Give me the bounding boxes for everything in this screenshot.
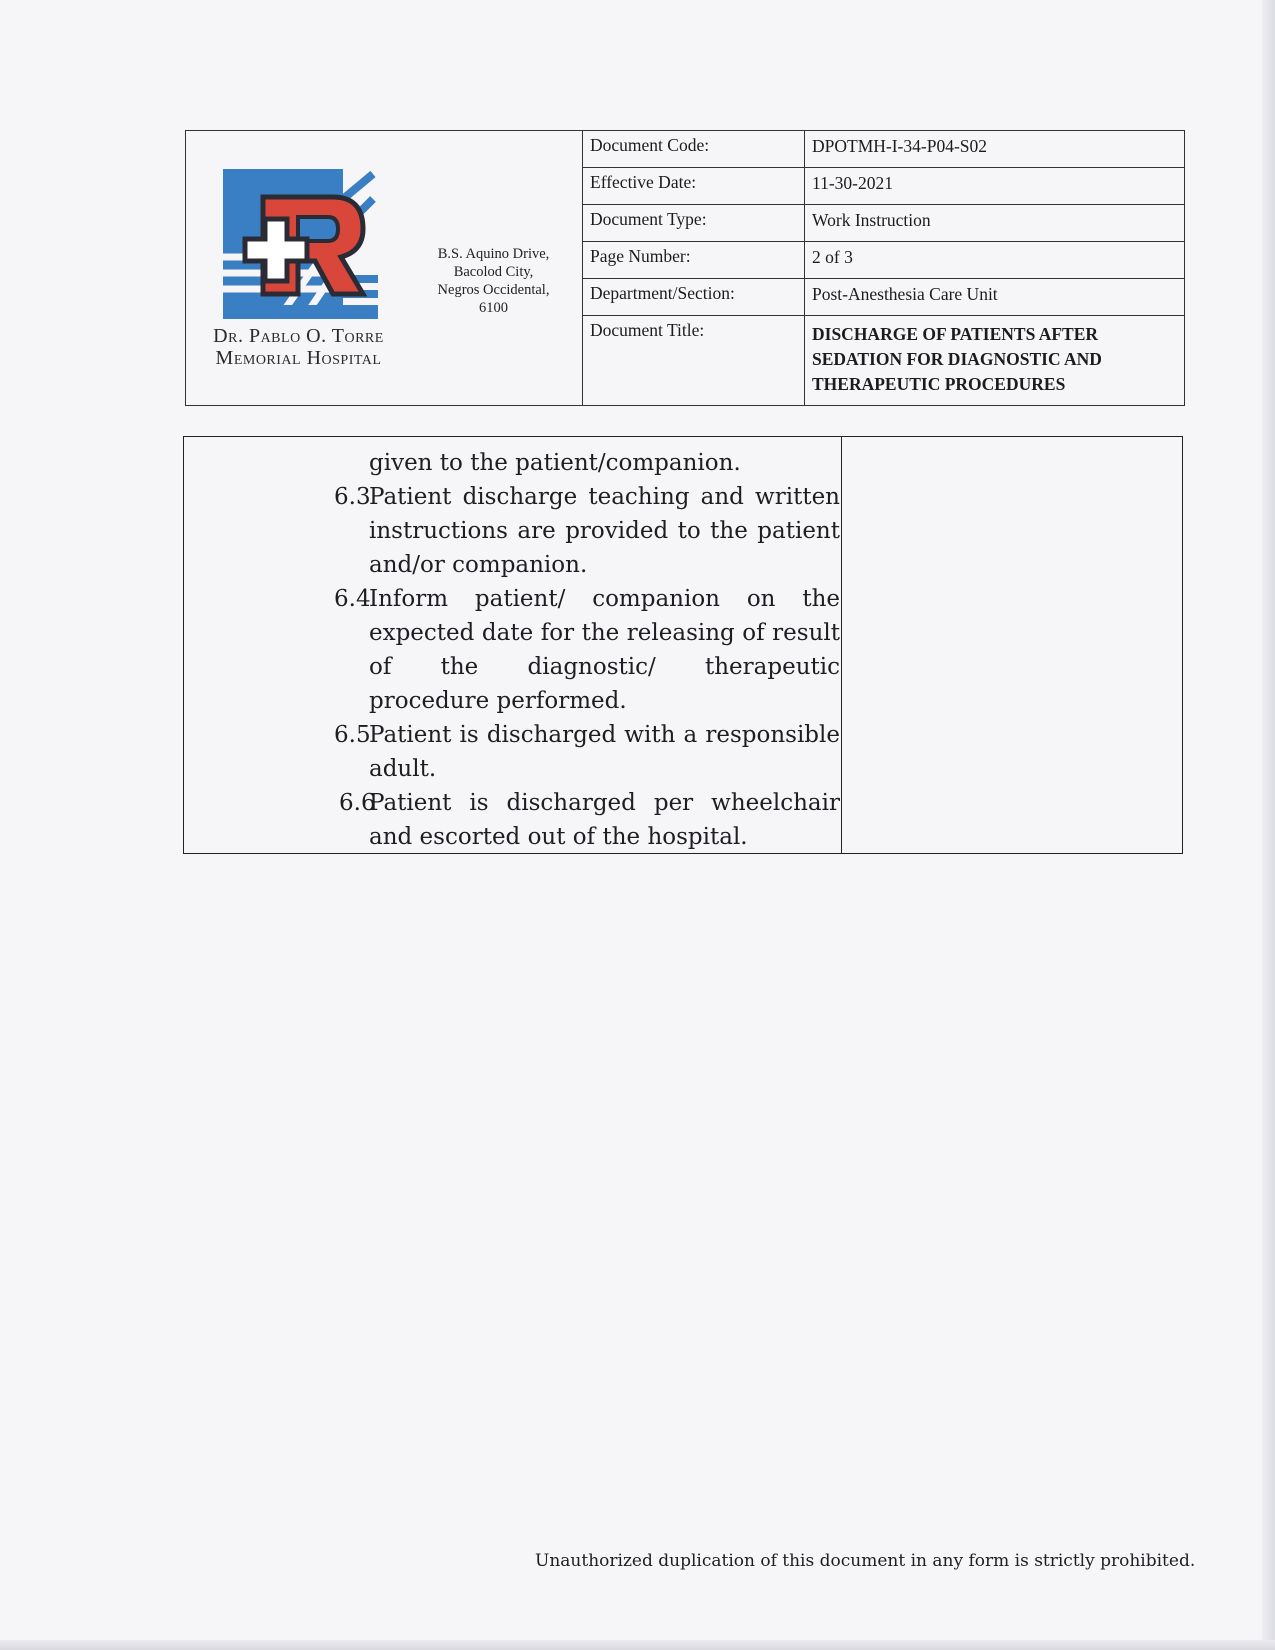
document-header bbox=[185, 130, 1185, 406]
item-text: Inform patient/ companion on the expected date for the releasing of result of the diagnostic/ therapeutic procedure performed. bbox=[369, 586, 840, 714]
address-line: 6100 bbox=[479, 300, 508, 316]
address-line: Bacolod City, bbox=[453, 264, 534, 280]
hospital-logo-icon bbox=[223, 169, 378, 319]
address-line: B.S. Aquino Drive, bbox=[437, 246, 550, 262]
item-text: Patient is discharged per wheelchair and escorted out of the hospital. bbox=[369, 790, 840, 850]
address-line: Negros Occidental, bbox=[437, 282, 550, 298]
hospital-name-line2: Memorial Hospital bbox=[215, 347, 382, 369]
hospital-name-line1: Dr. Pablo O. Torre bbox=[213, 325, 384, 347]
item-number: 6.5 bbox=[334, 722, 371, 748]
document-title: DISCHARGE OF PATIENTS AFTER SEDATION FOR DIAGNOSTIC AND THERAPEUTIC PROCEDURES bbox=[812, 324, 1102, 394]
meta-row-document-title bbox=[583, 316, 1185, 405]
list-item bbox=[334, 582, 840, 718]
item-number: 6.6 bbox=[339, 790, 376, 816]
continued-text: given to the patient/companion. bbox=[369, 450, 741, 476]
procedure-steps bbox=[334, 446, 840, 854]
list-item bbox=[334, 480, 840, 582]
meta-label: Department/Section: bbox=[583, 279, 805, 315]
meta-value: DPOTMH-I-34-P04-S02 bbox=[812, 136, 987, 156]
page-bottom-edge bbox=[0, 1640, 1275, 1650]
item-text: Patient is discharged with a responsible adult. bbox=[369, 722, 840, 782]
meta-row-document-type bbox=[583, 205, 1185, 242]
meta-value: 2 of 3 bbox=[812, 247, 853, 267]
meta-value: Work Instruction bbox=[812, 210, 931, 230]
meta-label: Page Number: bbox=[583, 242, 805, 278]
document-meta-table bbox=[582, 131, 1185, 405]
item-number: 6.3 bbox=[334, 484, 371, 510]
meta-row-document-code bbox=[583, 131, 1185, 168]
item-text: Patient discharge teaching and written instructions are provided to the patient and/or companion. bbox=[369, 484, 840, 578]
meta-value: 11-30-2021 bbox=[812, 173, 894, 193]
procedure-steps-cell bbox=[184, 437, 842, 853]
meta-label: Effective Date: bbox=[583, 168, 805, 204]
procedure-table bbox=[183, 436, 1183, 854]
logo-cell bbox=[186, 131, 582, 405]
meta-row-effective-date bbox=[583, 168, 1185, 205]
hospital-address bbox=[411, 245, 576, 317]
meta-label: Document Code: bbox=[583, 131, 805, 167]
meta-value: Post-Anesthesia Care Unit bbox=[812, 284, 998, 304]
page-edge-shadow bbox=[1262, 0, 1275, 1650]
list-item bbox=[334, 786, 840, 854]
meta-row-page-number bbox=[583, 242, 1185, 279]
empty-responsibility-cell bbox=[842, 437, 1182, 853]
meta-label: Document Type: bbox=[583, 205, 805, 241]
meta-label: Document Title: bbox=[583, 316, 805, 405]
list-item bbox=[334, 718, 840, 786]
meta-row-department bbox=[583, 279, 1185, 316]
footer-disclaimer: Unauthorized duplication of this document in any form is strictly prohibited. bbox=[535, 1551, 1196, 1571]
hospital-name bbox=[186, 325, 411, 369]
item-number: 6.4 bbox=[334, 586, 371, 612]
